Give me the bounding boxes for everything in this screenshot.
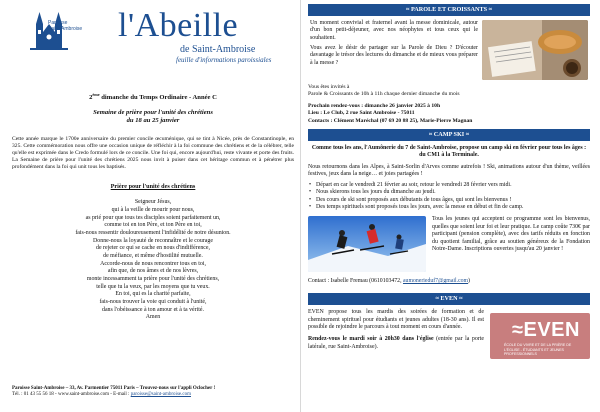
even-logo [490,313,590,359]
prayer-line: En toi, qui es la charité parfaite, [115,291,191,298]
pc-paragraph: Un moment convivial et fraternel avant la messe dominicale, autour d'un bon petit-déjeuner, avec nos néophytes et tous ceux qui le souhaitent. [310,19,478,42]
prayer-line: Amen [145,314,161,321]
prayer-line: qui à la veille de mourir pour nous, [111,206,195,213]
even-section [308,309,590,369]
prayer-line: Seigneur Jésus, [134,199,172,206]
list-item: • Nous skierons tous les jours du dimanche au jeudi. [316,189,590,197]
section-band-even: ≈ EVEN ≈ [308,293,590,305]
right-column [308,4,590,408]
list-item: • Des temps spirituels sont proposés tous les jours, avec la messe en début et fin de camp. [316,204,590,212]
prayer-line: as prié pour que tous tes disciples soient parfaitement un, [85,214,221,221]
camp-contact: Contact : Isabelle Fremau (0610103472, aumonerieduf7@gmail.com) [308,278,470,285]
prayer-line: Accorde-nous de nous rencontrer tous en toi, [100,260,206,267]
newsletter-title: l'Abeille [118,7,239,44]
skiers-photo-icon [308,216,426,272]
pc-text-block [310,20,478,67]
prayer-line: de méfiance, et même d'hostilité mutuelle. [103,252,203,259]
week-heading: Semaine de prière pour l'unité des chrétiens du 18 au 25 janvier [93,108,213,125]
camp-list [308,182,590,212]
newsletter-tagline: feuille d'informations paroissiales [176,56,272,64]
list-item: • Des cours de ski sont proposés aux débutants de tous âges, qui sont les bienvenus ! [316,197,590,205]
even-rdv: Rendez-vous le mardi soir à 20h30 dans l'église (entrée par la porte latérale, rue Saint-Ambroise). [308,336,484,350]
even-logo-caption: ÉCOLE DU VIVRE ET DE LA PRIÈRE DE L'ÉGLISE - ÉTUDIANTS ET JEUNES PROFESSIONNELS [504,343,572,356]
even-paragraph: EVEN propose tous les mardis des soirées de formation et de cheminement spirituel pour étudiants et jeunes adultes (18-30 ans). Il est possible de rejoindre le parcours à tout moment en cours d'année. [308,309,484,331]
parish-label: Paroisse Saint-Ambroise [48,20,83,32]
prayer-title: Prière pour l'unité des chrétiens [110,183,196,191]
newsletter-subtitle: de Saint-Ambroise [180,44,256,55]
camp-intro: Comme tous les ans, l'Aumônerie du 7 de Saint-Ambroise, propose un camp ski en février pour tous les âges : du CM1 à la Terminale. [311,144,587,159]
camp-row [308,216,590,280]
pc-schedule: Parole & Croissants de 10h à 11h chaque dernier dimanche du mois [308,91,460,98]
prayer-line: monte incessamment ta prière pour l'unité des chrétiens, [86,275,220,282]
even-logo-title: ≈EVEN [512,319,580,342]
even-text-block [308,309,484,351]
pc-invite: Vous êtes invités à [308,83,350,90]
pc-place: Lieu : Le Club, 2 rue Saint Ambroise - 75011 [308,110,415,117]
pc-next-date: Prochain rendez-vous : dimanche 26 janvier 2025 à 10h [308,103,441,110]
prayer-line: telle que tu la veux, par les moyens que tu veux. [96,283,210,290]
prayer-text [12,199,294,322]
footer-contact: Tél. : 01 43 55 56 18 - www.saint-ambroise.com - E-mail : paroisse@saint-ambroise.com [12,392,191,398]
prayer-line: dans l'obéissance à ton amour et à ta vérité. [102,306,204,313]
pc-paragraph: Vous avez le désir de partager sur la Parole de Dieu ? D'écouter davantage le trésor des lectures du dimanche et de mieux vous préparer à la messe ? [310,44,478,66]
pc-contacts: Contacts : Clément Maréchal (07 69 20 88 25), Marie-Pierre Magnan [308,117,473,124]
prayer-line: comme toi en ton Père, et ton Père en toi, [104,222,202,229]
intro-paragraph: Cette année marque le 1700e anniversaire du premier concile œcuménique, qui se tint à Nicée, près de Constantinople, en 325. Cette commémoration nous offre une occasion unique de réfléchir à la foi commune des chrétiens et de la célébrer, telle qu'elle est exprimée dans le Credo formulé lors de ce concile. Une foi qui, encore aujourd'hui, reste vivante et porte des fruits. La Semaine de prière pour l'unité des chrétiens 2025 nous invit à puiser dans cet héritage commun et à pénétrer plus profondément dans la foi qui unit tous les baptisés. [12,135,294,171]
section-band-camp-ski: ≈ CAMP SKI ≈ [308,129,590,141]
section-band-parole-croissants: ≈ PAROLE ET CROISSANTS ≈ [308,4,590,16]
parole-croissants-section [308,20,590,114]
list-item: • Départ en car le vendredi 21 février au soir, retour le vendredi 28 février vers midi. [316,182,590,190]
camp-email-link[interactable]: aumonerieduf7@gmail.com [402,278,469,285]
croissants-photo-icon [482,20,588,80]
page-divider [300,0,301,412]
church-logo-icon [26,10,72,56]
prayer-line: afin que, de nos âmes et de nos lèvres, [107,268,199,275]
sunday-heading: 2ème dimanche du Temps Ordinaire - Année C [89,92,217,102]
camp-side-text: Tous les jeunes qui acceptent ce programme sont les bienvenus, quelles que soient leur foi et leur pratique. Le camp coûte 730€ par participant (pension complète), avec des tarifs réduits en fonction du quotient familial, grâce au soutien généreux de la Fondation Notre-Dame. Inscriptions ouvertes jusqu'au 20 janvier ! [432,216,590,253]
camp-body: Nous retournons dans les Alpes, à Saint-Sorlin d'Arves comme autrefois ! Ski, animations autour d'un thème, veillées festives, jeux dans la neige… et joies partagées ! [308,163,590,178]
footer-email-link[interactable]: paroisse@saint-ambroise.com [130,392,191,398]
masthead [12,4,294,82]
prayer-line: Donne-nous la loyauté de reconnaître et le courage [93,237,213,244]
prayer-line: de rejeter ce qui se cache en nous d'indifférence, [96,245,210,252]
prayer-line: fais-nous ressentir douloureusement l'infidélité de notre désunion. [75,229,231,236]
left-column [12,4,294,408]
footer [12,386,294,399]
footer-address: Paroisse Saint-Ambroise – 33, Av. Parmentier 75011 Paris – Trouvez-nous sur l'appli Oclocher ! [12,386,216,391]
prayer-line: fais-nous trouver la voie qui conduit à l'unité, [99,298,207,305]
